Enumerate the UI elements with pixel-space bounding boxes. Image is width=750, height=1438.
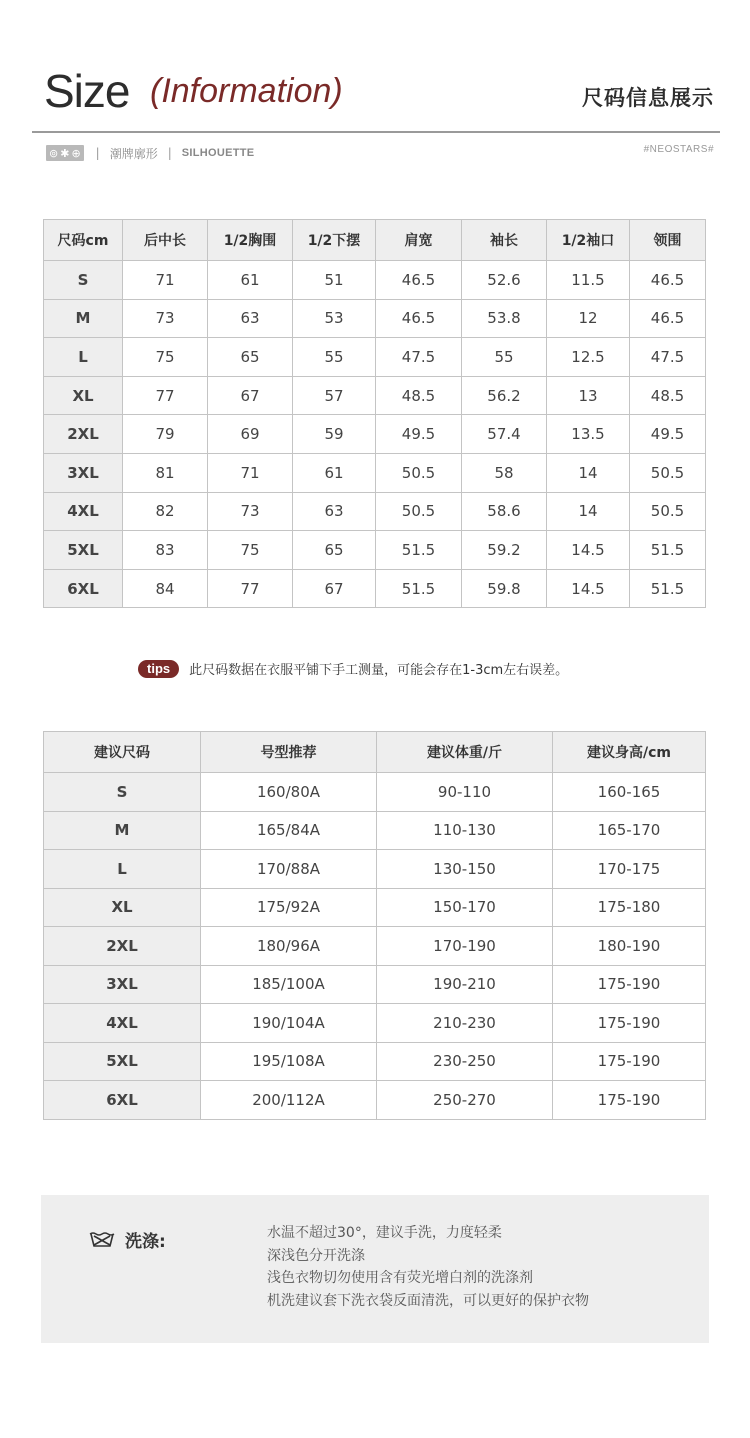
badge-row <box>46 144 254 162</box>
rec-column-header: 号型推荐 <box>201 732 377 773</box>
wash-label-text: 洗涤: <box>125 1232 166 1252</box>
size-label-cell: XL <box>44 376 123 415</box>
size-label-cell: 5XL <box>44 1042 201 1081</box>
table-cell: 170-175 <box>553 850 706 889</box>
table-cell: 65 <box>208 338 293 377</box>
table-cell: 50.5 <box>376 453 462 492</box>
table-cell: 50.5 <box>630 492 706 531</box>
wash-label <box>89 1227 166 1252</box>
table-cell: 67 <box>293 569 376 608</box>
table-cell: 165-170 <box>553 811 706 850</box>
table-cell: 175/92A <box>201 888 377 927</box>
table-cell: 71 <box>123 261 208 300</box>
table-cell: 55 <box>293 338 376 377</box>
table-cell: 53.8 <box>462 299 547 338</box>
table-cell: 77 <box>208 569 293 608</box>
size-label-cell: 5XL <box>44 531 123 570</box>
rec-column-header: 建议尺码 <box>44 732 201 773</box>
table-cell: 250-270 <box>377 1081 553 1120</box>
size-label-cell: 2XL <box>44 927 201 966</box>
size-label-cell: M <box>44 299 123 338</box>
table-cell: 200/112A <box>201 1081 377 1120</box>
table-cell: 75 <box>208 531 293 570</box>
table-cell: 50.5 <box>630 453 706 492</box>
tips-text: 此尺码数据在衣服平铺下手工测量，可能会存在1-3cm左右误差。 <box>189 663 569 678</box>
wash-line: 深浅色分开洗涤 <box>267 1247 365 1264</box>
table-row <box>44 1004 706 1043</box>
table-cell: 52.6 <box>462 261 547 300</box>
size-column-header: 1/2胸围 <box>208 220 293 261</box>
table-row <box>44 773 706 812</box>
header-divider <box>32 131 720 133</box>
table-cell: 51.5 <box>630 531 706 570</box>
table-cell: 81 <box>123 453 208 492</box>
table-row <box>44 338 706 377</box>
table-cell: 150-170 <box>377 888 553 927</box>
table-cell: 51.5 <box>376 531 462 570</box>
silhouette-label: SILHOUETTE <box>181 147 255 159</box>
table-cell: 63 <box>293 492 376 531</box>
table-cell: 14.5 <box>547 531 630 570</box>
table-cell: 75 <box>123 338 208 377</box>
table-cell: 47.5 <box>630 338 706 377</box>
table-cell: 11.5 <box>547 261 630 300</box>
brand-hashtag: #NEOSTARS# <box>643 144 714 155</box>
table-cell: 51.5 <box>376 569 462 608</box>
table-cell: 59.8 <box>462 569 547 608</box>
table-row <box>44 415 706 454</box>
table-cell: 82 <box>123 492 208 531</box>
table-row <box>44 811 706 850</box>
wash-line: 机洗建议套下洗衣袋反面清洗，可以更好的保护衣物 <box>267 1292 589 1309</box>
table-cell: 170-190 <box>377 927 553 966</box>
table-cell: 71 <box>208 453 293 492</box>
table-row <box>44 888 706 927</box>
table-row <box>44 453 706 492</box>
size-column-header: 袖长 <box>462 220 547 261</box>
tips-badge: tips <box>138 660 179 678</box>
size-column-header: 1/2袖口 <box>547 220 630 261</box>
wash-lines <box>267 1222 589 1312</box>
size-label-cell: L <box>44 850 201 889</box>
hand-wash-icon <box>89 1231 115 1249</box>
table-cell: 48.5 <box>376 376 462 415</box>
table-cell: 195/108A <box>201 1042 377 1081</box>
table-cell: 190-210 <box>377 965 553 1004</box>
table-cell: 12 <box>547 299 630 338</box>
table-cell: 14 <box>547 453 630 492</box>
table-cell: 90-110 <box>377 773 553 812</box>
title-chinese: 尺码信息展示 <box>582 86 714 110</box>
wash-line: 水温不超过30°，建议手洗，力度轻柔 <box>267 1225 502 1241</box>
table-row <box>44 261 706 300</box>
table-cell: 46.5 <box>376 299 462 338</box>
table-cell: 210-230 <box>377 1004 553 1043</box>
table-cell: 46.5 <box>630 261 706 300</box>
table-cell: 53 <box>293 299 376 338</box>
table-cell: 48.5 <box>630 376 706 415</box>
table-cell: 61 <box>208 261 293 300</box>
table-cell: 69 <box>208 415 293 454</box>
size-label-cell: L <box>44 338 123 377</box>
table-cell: 14 <box>547 492 630 531</box>
table-row <box>44 1081 706 1120</box>
table-cell: 175-190 <box>553 965 706 1004</box>
table-cell: 83 <box>123 531 208 570</box>
brand-logo-icon <box>46 145 84 161</box>
table-cell: 63 <box>208 299 293 338</box>
table-cell: 50.5 <box>376 492 462 531</box>
wash-line: 浅色衣物切勿使用含有荧光增白剂的洗涤剂 <box>267 1270 533 1286</box>
size-column-header: 肩宽 <box>376 220 462 261</box>
table-cell: 110-130 <box>377 811 553 850</box>
badge-text: 潮牌廓形 <box>109 146 158 161</box>
size-header-row <box>44 220 706 261</box>
table-row <box>44 376 706 415</box>
table-cell: 67 <box>208 376 293 415</box>
table-cell: 51 <box>293 261 376 300</box>
table-row <box>44 965 706 1004</box>
size-label-cell: 3XL <box>44 453 123 492</box>
table-row <box>44 299 706 338</box>
separator: | <box>167 146 172 160</box>
table-cell: 170/88A <box>201 850 377 889</box>
washing-instructions <box>41 1195 709 1343</box>
size-label-cell: 2XL <box>44 415 123 454</box>
tips-row <box>138 659 568 678</box>
table-row <box>44 850 706 889</box>
table-row <box>44 569 706 608</box>
table-cell: 77 <box>123 376 208 415</box>
table-cell: 57 <box>293 376 376 415</box>
table-cell: 51.5 <box>630 569 706 608</box>
table-cell: 58 <box>462 453 547 492</box>
table-cell: 57.4 <box>462 415 547 454</box>
rec-header-row <box>44 732 706 773</box>
table-cell: 175-180 <box>553 888 706 927</box>
table-cell: 47.5 <box>376 338 462 377</box>
table-cell: 165/84A <box>201 811 377 850</box>
table-cell: 175-190 <box>553 1042 706 1081</box>
recommendation-table <box>43 731 706 1120</box>
size-label-cell: S <box>44 261 123 300</box>
size-label-cell: 4XL <box>44 1004 201 1043</box>
size-column-header: 领围 <box>630 220 706 261</box>
table-row <box>44 1042 706 1081</box>
table-cell: 84 <box>123 569 208 608</box>
table-cell: 12.5 <box>547 338 630 377</box>
size-table <box>43 219 706 608</box>
table-cell: 73 <box>208 492 293 531</box>
table-cell: 175-190 <box>553 1004 706 1043</box>
table-cell: 175-190 <box>553 1081 706 1120</box>
title-information: (Information) <box>150 72 343 110</box>
table-cell: 49.5 <box>630 415 706 454</box>
table-cell: 61 <box>293 453 376 492</box>
rec-column-header: 建议身高/cm <box>553 732 706 773</box>
table-cell: 46.5 <box>376 261 462 300</box>
size-label-cell: 4XL <box>44 492 123 531</box>
size-column-header: 后中长 <box>123 220 208 261</box>
table-cell: 49.5 <box>376 415 462 454</box>
table-row <box>44 927 706 966</box>
crosshair-icon: ⊕ <box>71 146 81 160</box>
table-cell: 160/80A <box>201 773 377 812</box>
table-cell: 73 <box>123 299 208 338</box>
table-cell: 190/104A <box>201 1004 377 1043</box>
table-cell: 185/100A <box>201 965 377 1004</box>
size-label-cell: XL <box>44 888 201 927</box>
table-cell: 13 <box>547 376 630 415</box>
size-label-cell: 6XL <box>44 1081 201 1120</box>
table-cell: 230-250 <box>377 1042 553 1081</box>
table-cell: 46.5 <box>630 299 706 338</box>
table-cell: 180-190 <box>553 927 706 966</box>
size-label-cell: 6XL <box>44 569 123 608</box>
size-label-cell: M <box>44 811 201 850</box>
size-column-header: 尺码cm <box>44 220 123 261</box>
table-cell: 56.2 <box>462 376 547 415</box>
table-row <box>44 531 706 570</box>
table-cell: 59.2 <box>462 531 547 570</box>
table-cell: 55 <box>462 338 547 377</box>
size-label-cell: 3XL <box>44 965 201 1004</box>
circle-logo-icon: ⊚ <box>49 146 59 160</box>
separator: | <box>95 146 100 160</box>
size-column-header: 1/2下摆 <box>293 220 376 261</box>
table-cell: 59 <box>293 415 376 454</box>
table-cell: 65 <box>293 531 376 570</box>
size-label-cell: S <box>44 773 201 812</box>
table-cell: 58.6 <box>462 492 547 531</box>
title-size: Size <box>44 65 130 117</box>
table-cell: 130-150 <box>377 850 553 889</box>
page-header <box>0 0 750 180</box>
table-cell: 79 <box>123 415 208 454</box>
table-cell: 160-165 <box>553 773 706 812</box>
table-cell: 13.5 <box>547 415 630 454</box>
table-row <box>44 492 706 531</box>
table-cell: 14.5 <box>547 569 630 608</box>
rec-column-header: 建议体重/斤 <box>377 732 553 773</box>
asterisk-icon: ✱ <box>60 146 70 160</box>
table-cell: 180/96A <box>201 927 377 966</box>
